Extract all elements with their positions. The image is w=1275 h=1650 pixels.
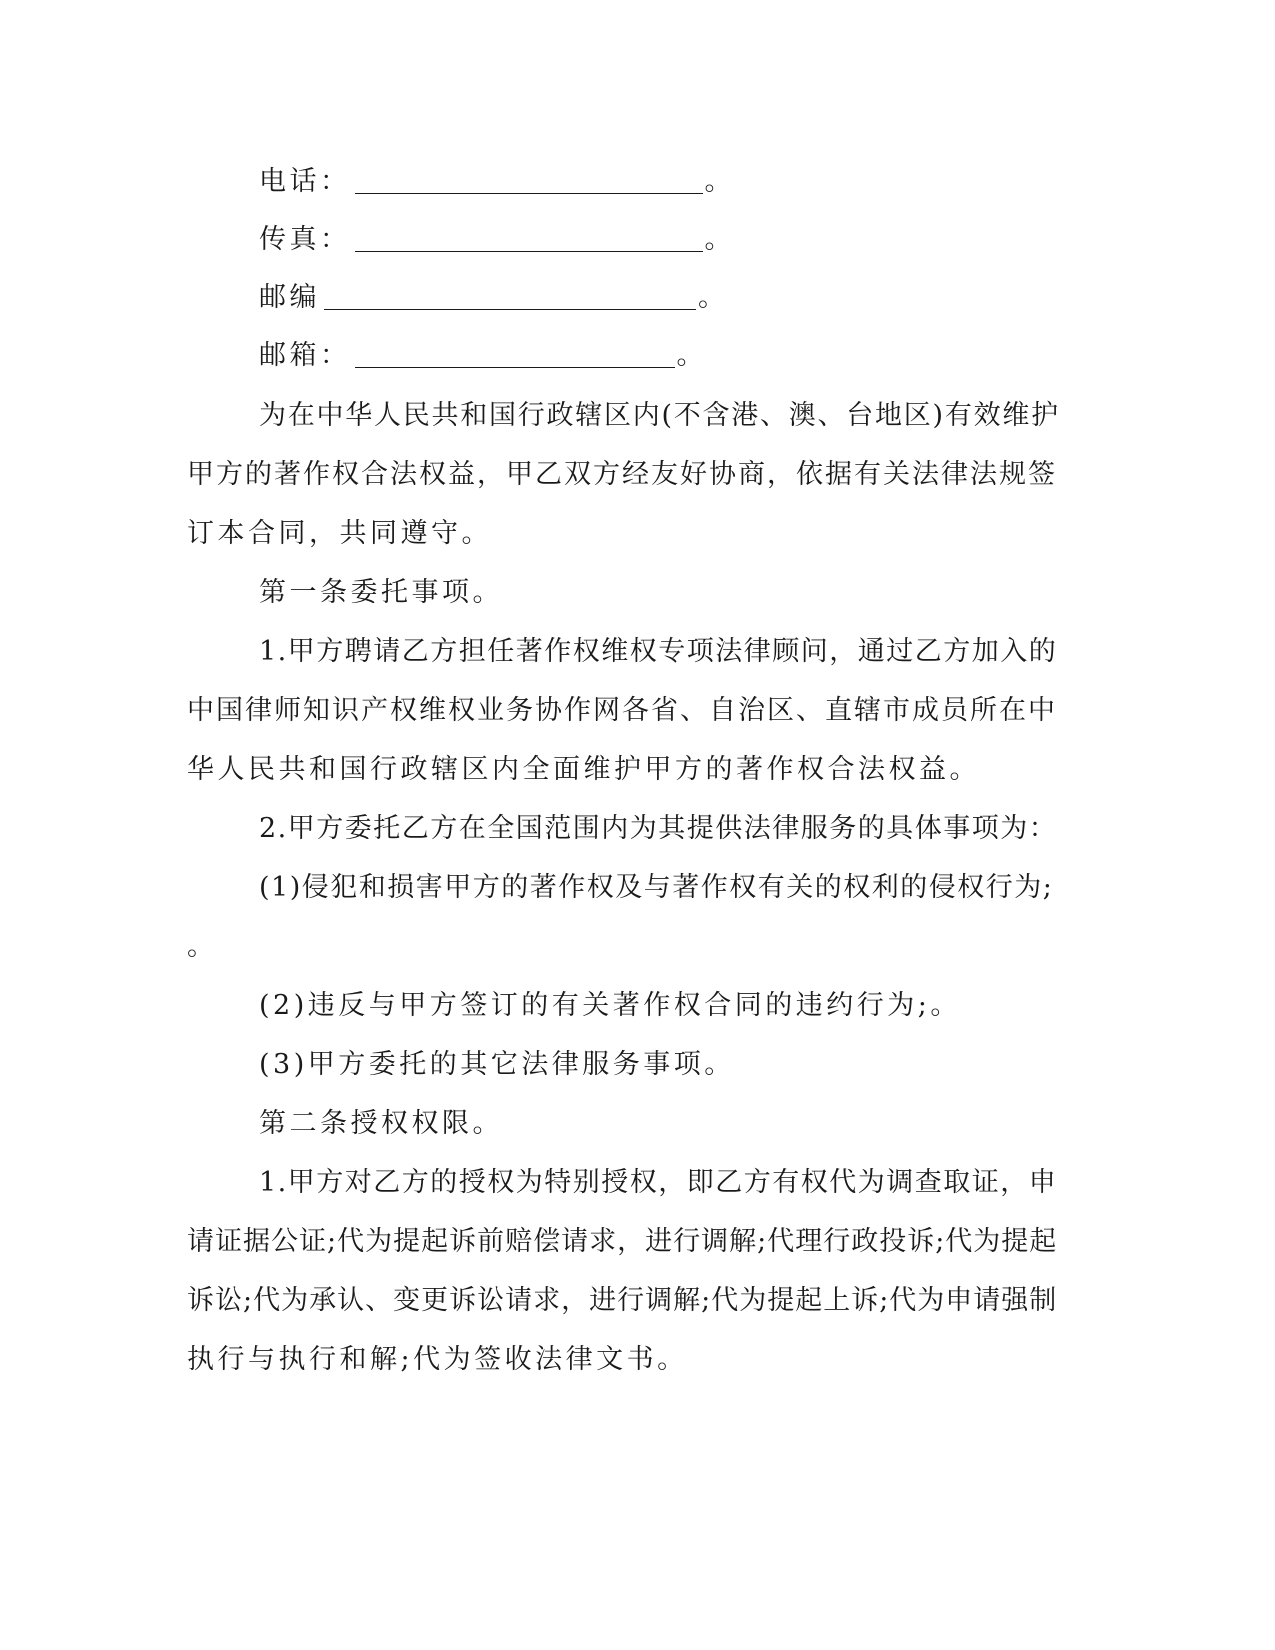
postcode-suffix: 。 — [698, 282, 729, 313]
email-label: 邮箱： — [259, 340, 351, 371]
fax-suffix: 。 — [704, 224, 735, 255]
article1-item1-line-1: 1.甲方聘请乙方担任著作权维权专项法律顾问，通过乙方加入的 — [259, 636, 1058, 667]
postcode-blank — [324, 281, 696, 310]
sub-item-1: (1)侵犯和损害甲方的著作权及与著作权有关的权利的侵权行为; — [259, 872, 1054, 903]
article1-title: 第一条委托事项。 — [259, 577, 503, 608]
phone-field — [259, 162, 735, 202]
sub-item-2: (2)违反与甲方签订的有关著作权合同的违约行为;。 — [259, 990, 961, 1021]
sub-item-3: (3)甲方委托的其它法律服务事项。 — [259, 1049, 735, 1080]
fax-blank — [355, 223, 703, 252]
article2-title: 第二条授权权限。 — [259, 1108, 503, 1139]
intro-line-1: 为在中华人民共和国行政辖区内(不含港、澳、台地区)有效维护 — [259, 400, 1060, 431]
phone-label: 电话： — [259, 166, 351, 197]
email-suffix: 。 — [676, 340, 707, 371]
article2-item1-line-4: 执行与执行和解;代为签收法律文书。 — [187, 1344, 688, 1375]
sub-item-1-tail: 。 — [187, 931, 218, 962]
phone-blank — [355, 165, 703, 194]
fax-label: 传真： — [259, 224, 351, 255]
email-field — [259, 336, 707, 376]
intro-line-3: 订本合同，共同遵守。 — [187, 518, 492, 549]
article2-item1-line-1: 1.甲方对乙方的授权为特别授权，即乙方有权代为调查取证，申 — [259, 1167, 1058, 1198]
postcode-field — [259, 278, 729, 318]
article1-item1-line-2: 中国律师知识产权维权业务协作网各省、自治区、直辖市成员所在中 — [187, 695, 1057, 726]
intro-line-2: 甲方的著作权合法权益，甲乙双方经友好协商，依据有关法律法规签 — [187, 459, 1057, 490]
email-blank — [355, 339, 675, 368]
article2-item1-line-3: 诉讼;代为承认、变更诉讼请求，进行调解;代为提起上诉;代为申请强制 — [187, 1285, 1058, 1316]
article1-item2: 2.甲方委托乙方在全国范围内为其提供法律服务的具体事项为： — [259, 813, 1058, 844]
postcode-label: 邮编 — [259, 282, 320, 313]
article1-item1-line-3: 华人民共和国行政辖区内全面维护甲方的著作权合法权益。 — [187, 754, 980, 785]
fax-field — [259, 220, 735, 260]
article2-item1-line-2: 请证据公证;代为提起诉前赔偿请求，进行调解;代理行政投诉;代为提起 — [187, 1226, 1058, 1257]
phone-suffix: 。 — [704, 166, 735, 197]
